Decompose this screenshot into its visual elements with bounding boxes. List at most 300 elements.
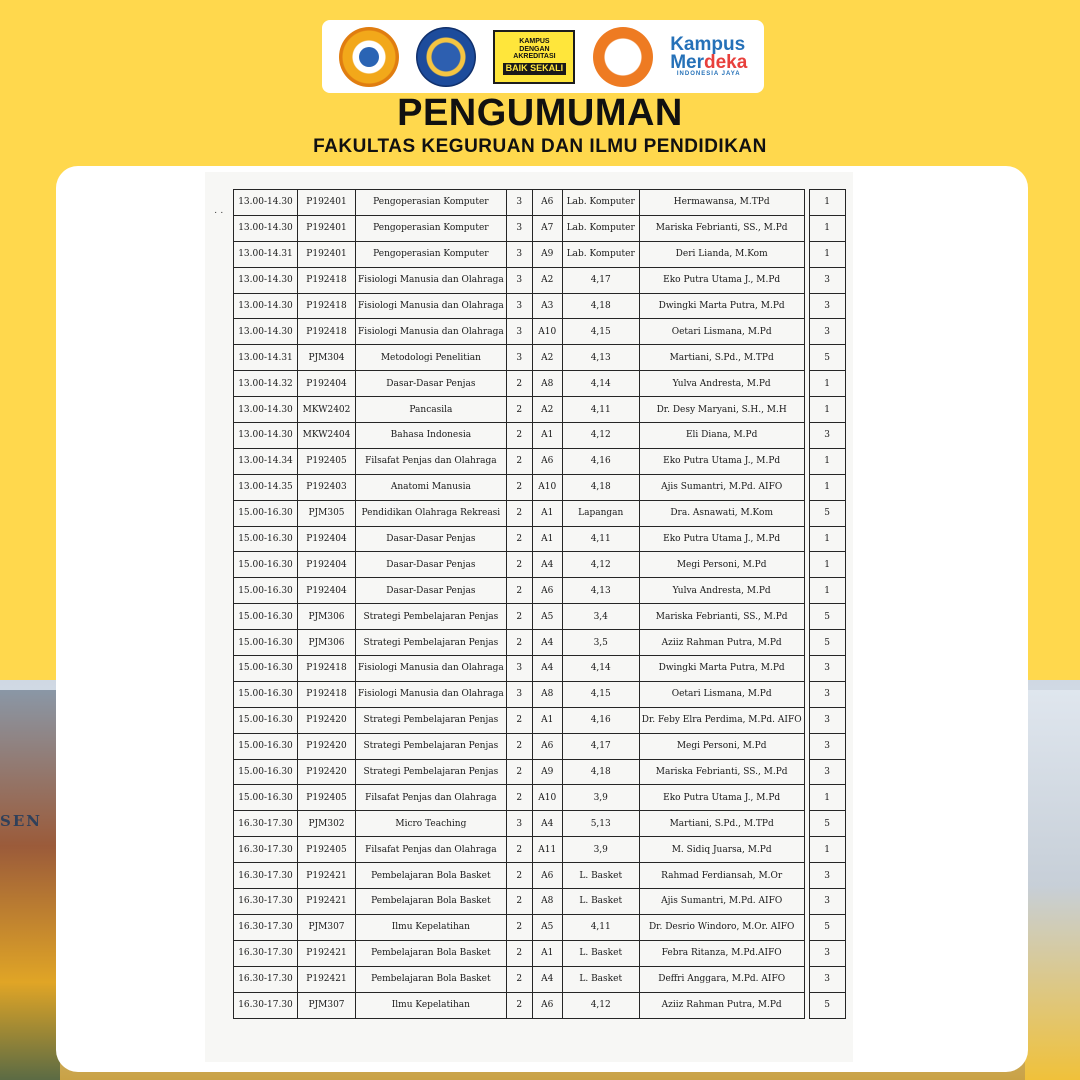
km-line2a: Mer [670, 51, 704, 73]
course-cell: Strategi Pembelajaran Penjas [356, 630, 507, 656]
lecturer-cell: Martiani, S.Pd., M.TPd [639, 811, 804, 837]
lecturer-cell: Rahmad Ferdiansah, M.Or [639, 863, 804, 889]
time-cell: 15.00-16.30 [234, 552, 298, 578]
lecturer-cell: Martiani, S.Pd., M.TPd [639, 345, 804, 371]
course-cell: Pendidikan Olahraga Rekreasi [356, 500, 507, 526]
room-cell: Lab. Komputer [562, 215, 639, 241]
table-row [234, 423, 846, 449]
course-cell: Filsafat Penjas dan Olahraga [356, 448, 507, 474]
class-cell: A1 [532, 707, 562, 733]
sks-cell: 2 [506, 552, 532, 578]
class-cell: A9 [532, 759, 562, 785]
sks-cell: 2 [506, 992, 532, 1018]
code-cell: P192401 [298, 215, 356, 241]
class-cell: A4 [532, 630, 562, 656]
count-cell: 5 [809, 604, 845, 630]
table-row [234, 889, 846, 915]
class-cell: A6 [532, 863, 562, 889]
sks-cell: 3 [506, 811, 532, 837]
time-cell: 13.00-14.31 [234, 345, 298, 371]
sks-cell: 2 [506, 863, 532, 889]
table-row [234, 526, 846, 552]
room-cell: 4,11 [562, 526, 639, 552]
table-row [234, 707, 846, 733]
time-cell: 13.00-14.30 [234, 190, 298, 216]
table-row [234, 656, 846, 682]
code-cell: MKW2402 [298, 397, 356, 423]
lecturer-cell: Yulva Andresta, M.Pd [639, 371, 804, 397]
class-cell: A6 [532, 578, 562, 604]
course-cell: Filsafat Penjas dan Olahraga [356, 837, 507, 863]
lecturer-cell: Mariska Febrianti, SS., M.Pd [639, 604, 804, 630]
count-cell: 3 [809, 423, 845, 449]
code-cell: PJM302 [298, 811, 356, 837]
table-row [234, 604, 846, 630]
km-line3: INDONESIA JAYA [676, 70, 741, 77]
table-row [234, 992, 846, 1018]
time-cell: 16.30-17.30 [234, 966, 298, 992]
code-cell: PJM307 [298, 914, 356, 940]
sks-cell: 2 [506, 733, 532, 759]
count-cell: 3 [809, 293, 845, 319]
code-cell: PJM304 [298, 345, 356, 371]
class-cell: A2 [532, 267, 562, 293]
sks-cell: 2 [506, 966, 532, 992]
lecturer-cell: Deffri Anggara, M.Pd. AIFO [639, 966, 804, 992]
table-row [234, 448, 846, 474]
background-building-left [0, 690, 60, 1080]
table-row [234, 500, 846, 526]
table-row [234, 914, 846, 940]
class-cell: A8 [532, 371, 562, 397]
code-cell: P192420 [298, 759, 356, 785]
class-cell: A5 [532, 914, 562, 940]
count-cell: 1 [809, 526, 845, 552]
course-cell: Pengoperasian Komputer [356, 215, 507, 241]
time-cell: 13.00-14.31 [234, 241, 298, 267]
table-row [234, 345, 846, 371]
lecturer-cell: Eko Putra Utama J., M.Pd [639, 267, 804, 293]
class-cell: A1 [532, 940, 562, 966]
time-cell: 13.00-14.32 [234, 371, 298, 397]
code-cell: P192421 [298, 863, 356, 889]
course-cell: Fisiologi Manusia dan Olahraga [356, 267, 507, 293]
table-row [234, 681, 846, 707]
time-cell: 15.00-16.30 [234, 681, 298, 707]
code-cell: P192418 [298, 319, 356, 345]
room-cell: L. Basket [562, 889, 639, 915]
room-cell: L. Basket [562, 863, 639, 889]
sks-cell: 3 [506, 241, 532, 267]
course-cell: Pembelajaran Bola Basket [356, 889, 507, 915]
lecturer-cell: Dr. Feby Elra Perdima, M.Pd. AIFO [639, 707, 804, 733]
time-cell: 15.00-16.30 [234, 500, 298, 526]
time-cell: 16.30-17.30 [234, 811, 298, 837]
room-cell: 4,18 [562, 293, 639, 319]
room-cell: Lab. Komputer [562, 241, 639, 267]
course-cell: Ilmu Kepelatihan [356, 992, 507, 1018]
table-row [234, 397, 846, 423]
sks-cell: 3 [506, 681, 532, 707]
code-cell: P192405 [298, 785, 356, 811]
sks-cell: 3 [506, 345, 532, 371]
class-cell: A4 [532, 552, 562, 578]
class-cell: A8 [532, 681, 562, 707]
time-cell: 13.00-14.34 [234, 448, 298, 474]
sks-cell: 3 [506, 319, 532, 345]
sks-cell: 3 [506, 215, 532, 241]
room-cell: 4,12 [562, 552, 639, 578]
lecturer-cell: Eko Putra Utama J., M.Pd [639, 526, 804, 552]
course-cell: Micro Teaching [356, 811, 507, 837]
sks-cell: 2 [506, 526, 532, 552]
course-cell: Pancasila [356, 397, 507, 423]
room-cell: L. Basket [562, 940, 639, 966]
sks-cell: 2 [506, 837, 532, 863]
background-sign: SEN [0, 812, 42, 830]
class-cell: A4 [532, 656, 562, 682]
sks-cell: 2 [506, 578, 532, 604]
code-cell: P192401 [298, 241, 356, 267]
code-cell: P192418 [298, 293, 356, 319]
time-cell: 16.30-17.30 [234, 863, 298, 889]
class-cell: A4 [532, 966, 562, 992]
room-cell: 4,14 [562, 656, 639, 682]
count-cell: 5 [809, 992, 845, 1018]
count-cell: 5 [809, 914, 845, 940]
count-cell: 1 [809, 190, 845, 216]
course-cell: Dasar-Dasar Penjas [356, 526, 507, 552]
course-cell: Pembelajaran Bola Basket [356, 863, 507, 889]
table-row [234, 319, 846, 345]
room-cell: Lab. Komputer [562, 190, 639, 216]
sks-cell: 2 [506, 630, 532, 656]
sks-cell: 2 [506, 889, 532, 915]
count-cell: 3 [809, 707, 845, 733]
sks-cell: 2 [506, 914, 532, 940]
university-seal-icon [339, 27, 399, 87]
class-cell: A4 [532, 811, 562, 837]
table-row [234, 966, 846, 992]
time-cell: 16.30-17.30 [234, 940, 298, 966]
table-row [234, 837, 846, 863]
room-cell: 4,12 [562, 423, 639, 449]
course-cell: Ilmu Kepelatihan [356, 914, 507, 940]
class-cell: A6 [532, 992, 562, 1018]
room-cell: 3,4 [562, 604, 639, 630]
count-cell: 3 [809, 267, 845, 293]
table-row [234, 215, 846, 241]
sks-cell: 3 [506, 293, 532, 319]
count-cell: 1 [809, 215, 845, 241]
time-cell: 13.00-14.30 [234, 397, 298, 423]
lecturer-cell: Dra. Asnawati, M.Kom [639, 500, 804, 526]
count-cell: 3 [809, 733, 845, 759]
kampus-merdeka-logo [670, 33, 748, 78]
lecturer-cell: Dr. Desy Maryani, S.H., M.H [639, 397, 804, 423]
time-cell: 15.00-16.30 [234, 526, 298, 552]
course-cell: Bahasa Indonesia [356, 423, 507, 449]
time-cell: 13.00-14.30 [234, 423, 298, 449]
class-cell: A1 [532, 500, 562, 526]
count-cell: 1 [809, 397, 845, 423]
time-cell: 13.00-14.30 [234, 267, 298, 293]
class-cell: A10 [532, 474, 562, 500]
room-cell: 4,18 [562, 759, 639, 785]
room-cell: 3,5 [562, 630, 639, 656]
count-cell: 1 [809, 837, 845, 863]
code-cell: PJM306 [298, 604, 356, 630]
count-cell: 1 [809, 578, 845, 604]
class-cell: A10 [532, 785, 562, 811]
unirank-badge-icon [593, 27, 653, 87]
lecturer-cell: Ajis Sumantri, M.Pd. AIFO [639, 889, 804, 915]
akred-middle: DENGAN [519, 45, 550, 53]
code-cell: P192418 [298, 656, 356, 682]
code-cell: P192404 [298, 371, 356, 397]
km-line2b: deka [703, 51, 748, 73]
time-cell: 13.00-14.35 [234, 474, 298, 500]
akred-grade: BAIK SEKALI [503, 63, 567, 75]
table-row [234, 759, 846, 785]
sks-cell: 3 [506, 267, 532, 293]
table-row [234, 371, 846, 397]
akred-label: AKREDITASI [513, 53, 556, 61]
room-cell: 4,18 [562, 474, 639, 500]
page-title: PENGUMUMAN [397, 92, 683, 134]
room-cell: 4,14 [562, 371, 639, 397]
code-cell: P192420 [298, 733, 356, 759]
class-cell: A6 [532, 448, 562, 474]
course-cell: Fisiologi Manusia dan Olahraga [356, 293, 507, 319]
code-cell: PJM306 [298, 630, 356, 656]
room-cell: 4,13 [562, 345, 639, 371]
count-cell: 5 [809, 630, 845, 656]
time-cell: 15.00-16.30 [234, 785, 298, 811]
table-row [234, 785, 846, 811]
room-cell: 4,12 [562, 992, 639, 1018]
class-cell: A1 [532, 526, 562, 552]
class-cell: A9 [532, 241, 562, 267]
sks-cell: 3 [506, 190, 532, 216]
room-cell: 4,15 [562, 681, 639, 707]
class-cell: A3 [532, 293, 562, 319]
class-cell: A5 [532, 604, 562, 630]
sks-cell: 2 [506, 785, 532, 811]
table-row [234, 811, 846, 837]
room-cell: 4,11 [562, 914, 639, 940]
accreditation-badge [493, 30, 575, 84]
lecturer-cell: Eli Diana, M.Pd [639, 423, 804, 449]
akred-top: KAMPUS [519, 38, 550, 46]
sks-cell: 2 [506, 707, 532, 733]
code-cell: P192421 [298, 966, 356, 992]
class-cell: A2 [532, 345, 562, 371]
lecturer-cell: Febra Ritanza, M.Pd.AIFO [639, 940, 804, 966]
time-cell: 13.00-14.30 [234, 293, 298, 319]
lecturer-cell: Megi Personi, M.Pd [639, 733, 804, 759]
room-cell: Lapangan [562, 500, 639, 526]
count-cell: 1 [809, 552, 845, 578]
lecturer-cell: Oetari Lismana, M.Pd [639, 681, 804, 707]
code-cell: P192418 [298, 681, 356, 707]
code-cell: P192405 [298, 448, 356, 474]
sks-cell: 3 [506, 656, 532, 682]
table-row [234, 552, 846, 578]
code-cell: P192401 [298, 190, 356, 216]
sks-cell: 2 [506, 604, 532, 630]
class-cell: A11 [532, 837, 562, 863]
time-cell: 15.00-16.30 [234, 630, 298, 656]
course-cell: Dasar-Dasar Penjas [356, 578, 507, 604]
class-cell: A6 [532, 733, 562, 759]
sks-cell: 2 [506, 759, 532, 785]
scan-marks: · · [214, 207, 224, 218]
lecturer-cell: Hermawansa, M.TPd [639, 190, 804, 216]
room-cell: 3,9 [562, 785, 639, 811]
table-row [234, 733, 846, 759]
time-cell: 15.00-16.30 [234, 733, 298, 759]
lecturer-cell: Mariska Febrianti, SS., M.Pd [639, 215, 804, 241]
sks-cell: 2 [506, 423, 532, 449]
count-cell: 3 [809, 656, 845, 682]
room-cell: 4,11 [562, 397, 639, 423]
code-cell: PJM307 [298, 992, 356, 1018]
class-cell: A2 [532, 397, 562, 423]
count-cell: 3 [809, 940, 845, 966]
time-cell: 15.00-16.30 [234, 707, 298, 733]
page-subtitle: FAKULTAS KEGURUAN DAN ILMU PENDIDIKAN [313, 136, 767, 157]
logo-bar [322, 20, 764, 93]
lecturer-cell: Mariska Febrianti, SS., M.Pd [639, 759, 804, 785]
time-cell: 13.00-14.30 [234, 319, 298, 345]
schedule-body [234, 190, 846, 1019]
course-cell: Strategi Pembelajaran Penjas [356, 604, 507, 630]
time-cell: 16.30-17.30 [234, 914, 298, 940]
table-row [234, 190, 846, 216]
count-cell: 3 [809, 759, 845, 785]
class-cell: A10 [532, 319, 562, 345]
sks-cell: 2 [506, 474, 532, 500]
code-cell: P192405 [298, 837, 356, 863]
course-cell: Strategi Pembelajaran Penjas [356, 707, 507, 733]
course-cell: Strategi Pembelajaran Penjas [356, 733, 507, 759]
course-cell: Pembelajaran Bola Basket [356, 966, 507, 992]
sks-cell: 2 [506, 397, 532, 423]
lecturer-cell: Eko Putra Utama J., M.Pd [639, 448, 804, 474]
count-cell: 3 [809, 889, 845, 915]
time-cell: 15.00-16.30 [234, 759, 298, 785]
count-cell: 3 [809, 966, 845, 992]
code-cell: PJM305 [298, 500, 356, 526]
count-cell: 3 [809, 681, 845, 707]
lecturer-cell: Eko Putra Utama J., M.Pd [639, 785, 804, 811]
time-cell: 13.00-14.30 [234, 215, 298, 241]
km-line1: Kampus [670, 33, 746, 55]
course-cell: Dasar-Dasar Penjas [356, 371, 507, 397]
room-cell: 4,15 [562, 319, 639, 345]
time-cell: 16.30-17.30 [234, 992, 298, 1018]
lecturer-cell: Deri Lianda, M.Kom [639, 241, 804, 267]
code-cell: P192421 [298, 940, 356, 966]
room-cell: 4,17 [562, 733, 639, 759]
time-cell: 15.00-16.30 [234, 656, 298, 682]
code-cell: MKW2404 [298, 423, 356, 449]
room-cell: 4,13 [562, 578, 639, 604]
count-cell: 1 [809, 474, 845, 500]
count-cell: 5 [809, 811, 845, 837]
course-cell: Filsafat Penjas dan Olahraga [356, 785, 507, 811]
lecturer-cell: Aziiz Rahman Putra, M.Pd [639, 630, 804, 656]
code-cell: P192404 [298, 552, 356, 578]
course-cell: Pembelajaran Bola Basket [356, 940, 507, 966]
course-cell: Fisiologi Manusia dan Olahraga [356, 319, 507, 345]
count-cell: 3 [809, 863, 845, 889]
class-cell: A7 [532, 215, 562, 241]
count-cell: 5 [809, 345, 845, 371]
count-cell: 5 [809, 500, 845, 526]
lecturer-cell: Dwingki Marta Putra, M.Pd [639, 656, 804, 682]
lecturer-cell: Dr. Desrio Windoro, M.Or. AIFO [639, 914, 804, 940]
lecturer-cell: Oetari Lismana, M.Pd [639, 319, 804, 345]
time-cell: 16.30-17.30 [234, 889, 298, 915]
count-cell: 1 [809, 241, 845, 267]
lecturer-cell: M. Sidiq Juarsa, M.Pd [639, 837, 804, 863]
sks-cell: 2 [506, 371, 532, 397]
room-cell: 4,16 [562, 448, 639, 474]
time-cell: 16.30-17.30 [234, 837, 298, 863]
sks-cell: 2 [506, 500, 532, 526]
km-line2 [670, 51, 748, 73]
code-cell: P192418 [298, 267, 356, 293]
code-cell: P192403 [298, 474, 356, 500]
class-cell: A8 [532, 889, 562, 915]
lecturer-cell: Aziiz Rahman Putra, M.Pd [639, 992, 804, 1018]
course-cell: Fisiologi Manusia dan Olahraga [356, 656, 507, 682]
course-cell: Dasar-Dasar Penjas [356, 552, 507, 578]
schedule-table [233, 189, 846, 1019]
room-cell: 4,16 [562, 707, 639, 733]
count-cell: 3 [809, 319, 845, 345]
class-cell: A1 [532, 423, 562, 449]
lecturer-cell: Yulva Andresta, M.Pd [639, 578, 804, 604]
course-cell: Pengoperasian Komputer [356, 241, 507, 267]
room-cell: 5,13 [562, 811, 639, 837]
table-row [234, 863, 846, 889]
lecturer-cell: Ajis Sumantri, M.Pd. AIFO [639, 474, 804, 500]
code-cell: P192420 [298, 707, 356, 733]
background-building-right [1025, 690, 1080, 1080]
table-row [234, 578, 846, 604]
table-row [234, 940, 846, 966]
table-row [234, 474, 846, 500]
code-cell: P192421 [298, 889, 356, 915]
course-cell: Pengoperasian Komputer [356, 190, 507, 216]
table-row [234, 293, 846, 319]
class-cell: A6 [532, 190, 562, 216]
room-cell: L. Basket [562, 966, 639, 992]
code-cell: P192404 [298, 526, 356, 552]
sks-cell: 2 [506, 448, 532, 474]
course-cell: Fisiologi Manusia dan Olahraga [356, 681, 507, 707]
count-cell: 1 [809, 448, 845, 474]
table-row [234, 630, 846, 656]
sks-cell: 2 [506, 940, 532, 966]
count-cell: 1 [809, 371, 845, 397]
course-cell: Anatomi Manusia [356, 474, 507, 500]
table-row [234, 267, 846, 293]
code-cell: P192404 [298, 578, 356, 604]
